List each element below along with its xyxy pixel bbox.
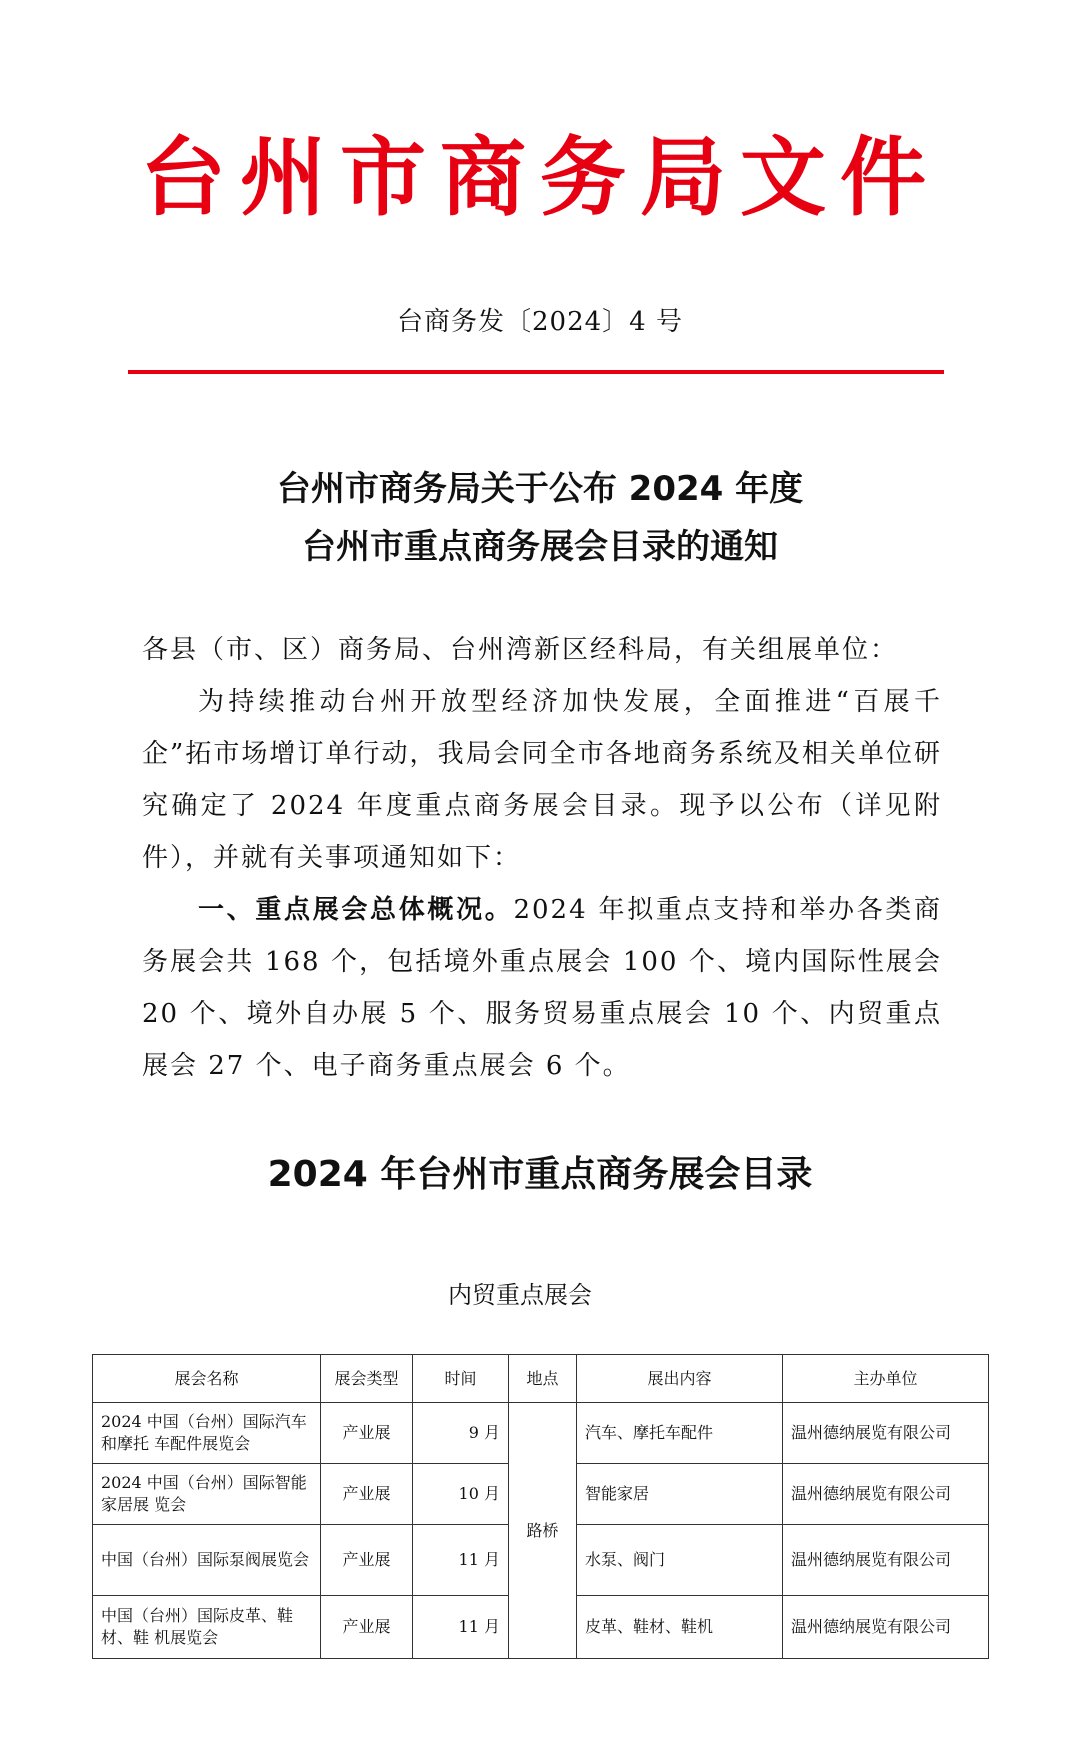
salutation: 各县（市、区）商务局、台州湾新区经科局，有关组展单位： (142, 635, 899, 665)
cell-expo-time: 9 月 (413, 1403, 509, 1464)
document-header-title: 台州市商务局文件 (140, 127, 940, 228)
cell-expo-type: 产业展 (321, 1596, 413, 1659)
expo-table (92, 1354, 989, 1659)
cell-expo-organizer: 温州德纳展览有限公司 (783, 1464, 989, 1525)
column-header-time: 时间 (413, 1355, 509, 1403)
notice-title-line-2: 台州市重点商务展会目录的通知 (302, 527, 778, 567)
cell-expo-name: 中国（台州）国际泵阀展览会 (93, 1525, 321, 1596)
column-header-organizer: 主办单位 (783, 1355, 989, 1403)
cell-expo-organizer: 温州德纳展览有限公司 (783, 1596, 989, 1659)
cell-expo-content: 水泵、阀门 (577, 1525, 783, 1596)
section-title-domestic-trade: 内贸重点展会 (448, 1281, 592, 1309)
table-row (93, 1403, 989, 1464)
cell-expo-name: 中国（台州）国际皮革、鞋材、鞋 机展览会 (93, 1596, 321, 1659)
column-header-name: 展会名称 (93, 1355, 321, 1403)
cell-expo-name: 2024 中国（台州）国际智能家居展 览会 (93, 1464, 321, 1525)
red-divider-rule (128, 370, 944, 374)
column-header-content: 展出内容 (577, 1355, 783, 1403)
cell-expo-type: 产业展 (321, 1525, 413, 1596)
paragraph-section-1 (142, 884, 942, 1092)
cell-expo-content: 汽车、摩托车配件 (577, 1403, 783, 1464)
column-header-type: 展会类型 (321, 1355, 413, 1403)
section-1-heading: 一、重点展会总体概况。 (198, 895, 514, 925)
cell-expo-content: 智能家居 (577, 1464, 783, 1525)
catalog-title: 2024 年台州市重点商务展会目录 (267, 1154, 813, 1195)
notice-title-line-1: 台州市商务局关于公布 2024 年度 (276, 469, 804, 509)
notice-title (0, 460, 1080, 576)
cell-expo-type: 产业展 (321, 1464, 413, 1525)
notice-body (142, 624, 942, 1092)
cell-expo-type: 产业展 (321, 1403, 413, 1464)
cell-expo-location: 路桥 (509, 1403, 577, 1659)
cell-expo-time: 11 月 (413, 1596, 509, 1659)
paragraph-intro: 为持续推动台州开放型经济加快发展，全面推进“百展千企”拓市场增订单行动，我局会同全市各地商务系统及相关单位研究确定了 2024 年度重点商务展会目录。现予以公布（详见附件），并就有关事项通知如下： (142, 687, 942, 873)
cell-expo-organizer: 温州德纳展览有限公司 (783, 1525, 989, 1596)
document-number: 台商务发〔2024〕4 号 (397, 307, 683, 337)
cell-expo-name: 2024 中国（台州）国际汽车和摩托 车配件展览会 (93, 1403, 321, 1464)
column-header-location: 地点 (509, 1355, 577, 1403)
section-1-text: 2024 年拟重点支持和举办各类商务展会共 168 个，包括境外重点展会 100 个、境内国际性展会 20 个、境外自办展 5 个、服务贸易重点展会 10 个、内贸重点展会 27 个、电子商务重点展会 6 个。 (142, 895, 942, 1081)
cell-expo-content: 皮革、鞋材、鞋机 (577, 1596, 783, 1659)
cell-expo-time: 11 月 (413, 1525, 509, 1596)
cell-expo-organizer: 温州德纳展览有限公司 (783, 1403, 989, 1464)
table-header-row (93, 1355, 989, 1403)
cell-expo-time: 10 月 (413, 1464, 509, 1525)
